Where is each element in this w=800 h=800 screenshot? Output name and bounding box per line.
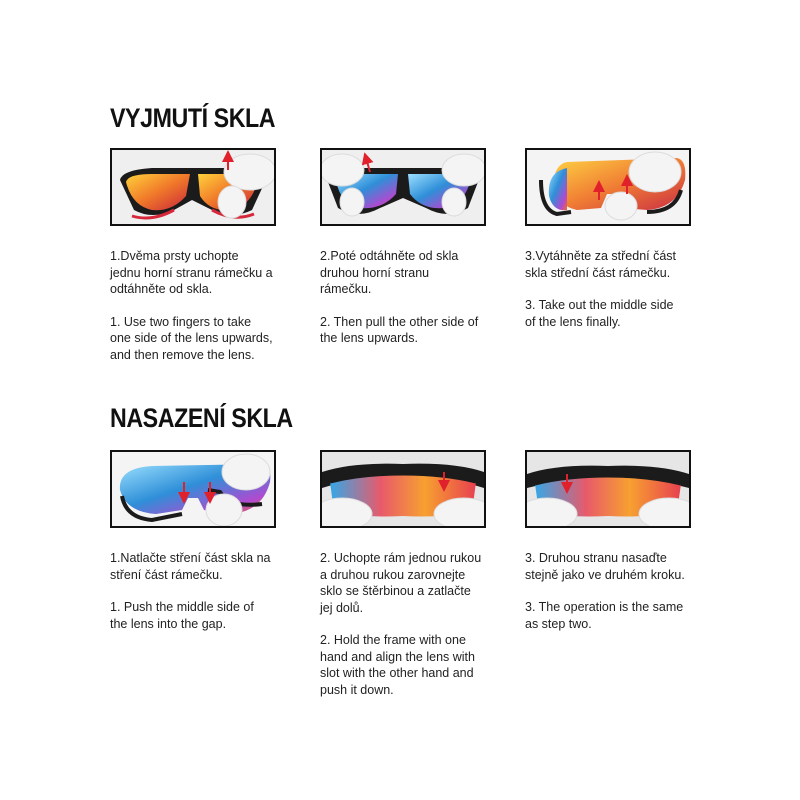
install-step-2 <box>320 450 486 714</box>
section-title-remove-lens: VYJMUTÍ SKLA <box>110 103 276 133</box>
install-step-1-czech-text: 1.Natlačte stření část skla na stření část rámečku. <box>110 551 271 582</box>
install-step-2-english-text: 2. Hold the frame with one hand and align the lens with slot with the other hand and push it down. <box>320 633 475 697</box>
remove-step-1-english-text: 1. Use two fingers to take one side of the lens upwards, and then remove the lens. <box>110 314 273 362</box>
install-step-2-photo <box>320 450 486 528</box>
install-step-1-english-text: 1. Push the middle side of the lens into the gap. <box>110 600 254 631</box>
install-step-1 <box>110 450 276 648</box>
remove-step-2-english-text: 2. Then pull the other side of the lens upwards. <box>320 314 479 345</box>
remove-step-1-czech-text: 1.Dvěma prsty uchopte jednu horní stranu rámečku a odtáhněte od skla. <box>110 249 273 296</box>
remove-step-2-photo <box>320 148 486 226</box>
install-step-3-photo <box>525 450 691 528</box>
remove-step-3-czech-text: 3.Vytáhněte za střední část skla střední část rámečku. <box>525 249 677 280</box>
install-step-3-english-text: 3. The operation is the same as step two. <box>525 600 684 631</box>
install-step-2-czech-text: 2. Uchopte rám jednou rukou a druhou rukou zarovnejte sklo se štěrbinou a zatlačte jej dolů. <box>320 551 482 615</box>
remove-step-3-english-text: 3. Take out the middle side of the lens finally. <box>525 298 674 329</box>
section-title-install-lens: NASAZENÍ SKLA <box>110 403 293 433</box>
remove-step-2 <box>320 148 486 363</box>
remove-step-1-photo <box>110 148 276 226</box>
remove-step-3-photo <box>525 148 691 226</box>
install-step-3 <box>525 450 691 648</box>
remove-step-3 <box>525 148 691 346</box>
remove-step-2-czech-text: 2.Poté odtáhněte od skla druhou horní stranu rámečku. <box>320 249 459 296</box>
install-step-3-czech-text: 3. Druhou stranu nasaďte stejně jako ve druhém kroku. <box>525 551 685 582</box>
remove-step-1 <box>110 148 276 379</box>
install-step-1-photo <box>110 450 276 528</box>
